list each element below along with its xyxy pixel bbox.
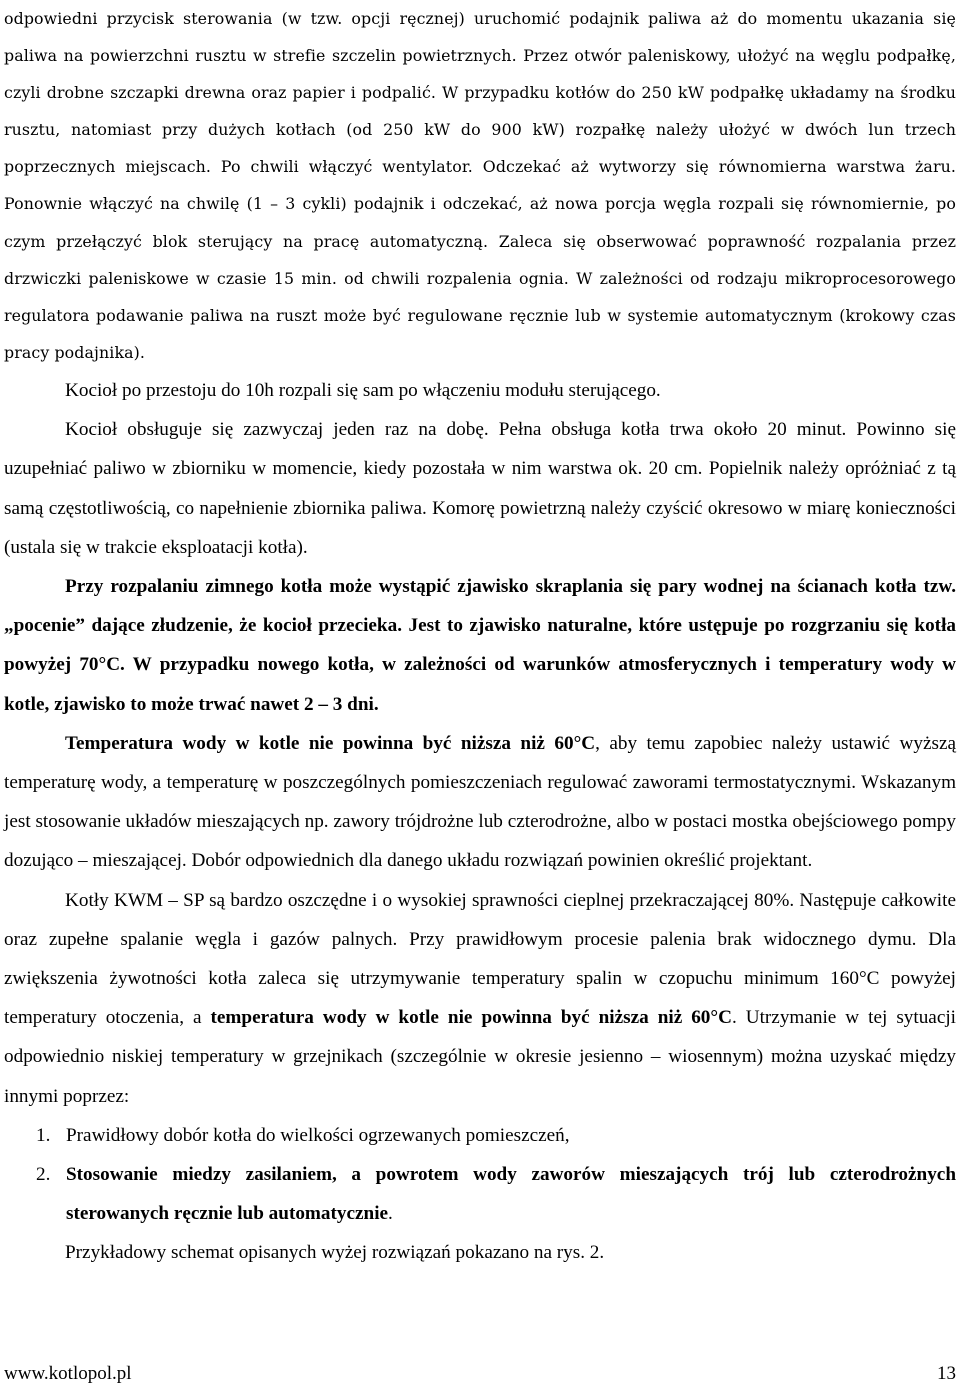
water-temperature-text: , aby temu zapobiec należy ustawić wyższą temperaturę wody, a temperaturę w poszczególnych pomieszczeniach regulować zaworami termostatycznymi. Wskazanym jest stosowanie układów mieszających np. zawory trójdrożne lub czterodrożne, albo w postaci mostka obejściowego pompy dozująco – mieszającej. Dobór odpowiednich dla danego układu rozwiązań powinien określić projektant. [4,732,956,872]
list-item [4,1155,956,1233]
paragraph-restart: Kocioł po przestoju do 10h rozpali się sam po włączeniu modułu sterującego. [65,379,661,401]
list-item-text: Prawidłowy dobór kotła do wielkości ogrzewanych pomieszczeń, [66,1124,570,1146]
paragraph-condensation-warning: Przy rozpalaniu zimnego kotła może wystąpić zjawisko skraplania się pary wodnej na ścianach kotła tzw. „pocenie” dające złudzenie, że kocioł przecieka. Jest to zjawisko naturalne, które ustępuje po rozgrzaniu się kotła powyżej 70°C. W przypadku nowego kotła, w zależności od warunków atmosferycznych i temperatury wody w kotle, zjawisko to może trwać nawet 2 – 3 dni. [4,575,956,715]
efficiency-text-b: . Utrzymanie w tej sytuacji odpowiednio niskiej temperatury w grzejnikach (szczególnie w okresie jesienno – wiosennym) można uzyskać między innymi poprzez: [4,1007,956,1107]
paragraph-daily-service: Kocioł obsługuje się zazwyczaj jeden raz na dobę. Pełna obsługa kotła trwa około 20 minut. Powinno się uzupełniać paliwo w zbiorniku w momencie, kiedy pozostała w nim warstwa ok. 20 cm. Popielnik należy opróżniać z tą samą częstotliwością, co napełnienie zbiornika paliwa. Komorę powietrzną należy czyścić okresowo w miarę konieczności (ustala się w trakcie eksploatacji kotła). [4,419,956,558]
water-temperature-bold: Temperatura wody w kotle nie powinna być niższa niż 60°C [65,732,596,754]
paragraph-efficiency [4,881,956,1116]
list-number: 1. [36,1124,51,1146]
page-number: 13 [937,1363,956,1384]
list-item [4,1116,956,1155]
list-item-bold-text: Stosowanie miedzy zasilaniem, a powrotem wody zaworów mieszających trój lub czterodrożnych sterowanych ręcznie lub automatycznie [66,1164,956,1225]
footer-url: www.kotlopol.pl [4,1363,132,1384]
efficiency-bold: temperatura wody w kotle nie powinna być niższa niż 60°C [210,1007,732,1029]
document-page [4,0,956,1273]
paragraph-startup-procedure: odpowiedni przycisk sterowania (w tzw. opcji ręcznej) uruchomić podajnik paliwa aż do momentu ukazania się paliwa na powierzchni rusztu w strefie szczelin powietrznych. Przez otwór paleniskowy, ułożyć na węglu podpałkę, czyli drobne szczapki drewna oraz papier i podpalić. W przypadku kotłów do 250 kW podpałkę układamy na środku rusztu, natomiast przy dużych kotłach (od 250 kW do 900 kW) rozpałkę należy ułożyć w dwóch lun trzech poprzecznych miejscach. Po chwili włączyć wentylator. Odczekać aż wytworzy się równomierna warstwa żaru. Ponownie włączyć na chwilę (1 – 3 cykli) podajnik i odczekać, aż nowa porcja węgla rozpali się równomiernie, po czym przełączyć blok sterujący na pracę automatyczną. Zaleca się obserwować poprawność rozpalania przez drzwiczki paleniskowe w czasie 15 min. od chwili rozpalenia ognia. W zależności od rodzaju mikroprocesorowego regulatora podawanie paliwa na ruszt może być regulowane ręcznie lub w systemie automatycznym (krokowy czas pracy podajnika). [4,9,956,362]
list-number: 2. [36,1164,51,1185]
recommendation-list [4,1116,956,1234]
efficiency-text-a: Kotły KWM – SP są bardzo oszczędne i o wysokiej sprawności cieplnej przekraczającej 80%. Następuje całkowite oraz zupełne spalanie węgla i gazów palnych. Przy prawidłowym procesie palenia brak widocznego dymu. Dla zwiększenia żywotności kotła zaleca się utrzymywanie temperatury spalin w czopuchu minimum 160°C powyżej temperatury otoczenia, a [4,889,956,1029]
paragraph-figure-reference: Przykładowy schemat opisanych wyżej rozwiązań pokazano na rys. 2. [65,1242,605,1264]
paragraph-water-temperature [4,724,956,881]
list-item-tail: . [388,1203,393,1225]
